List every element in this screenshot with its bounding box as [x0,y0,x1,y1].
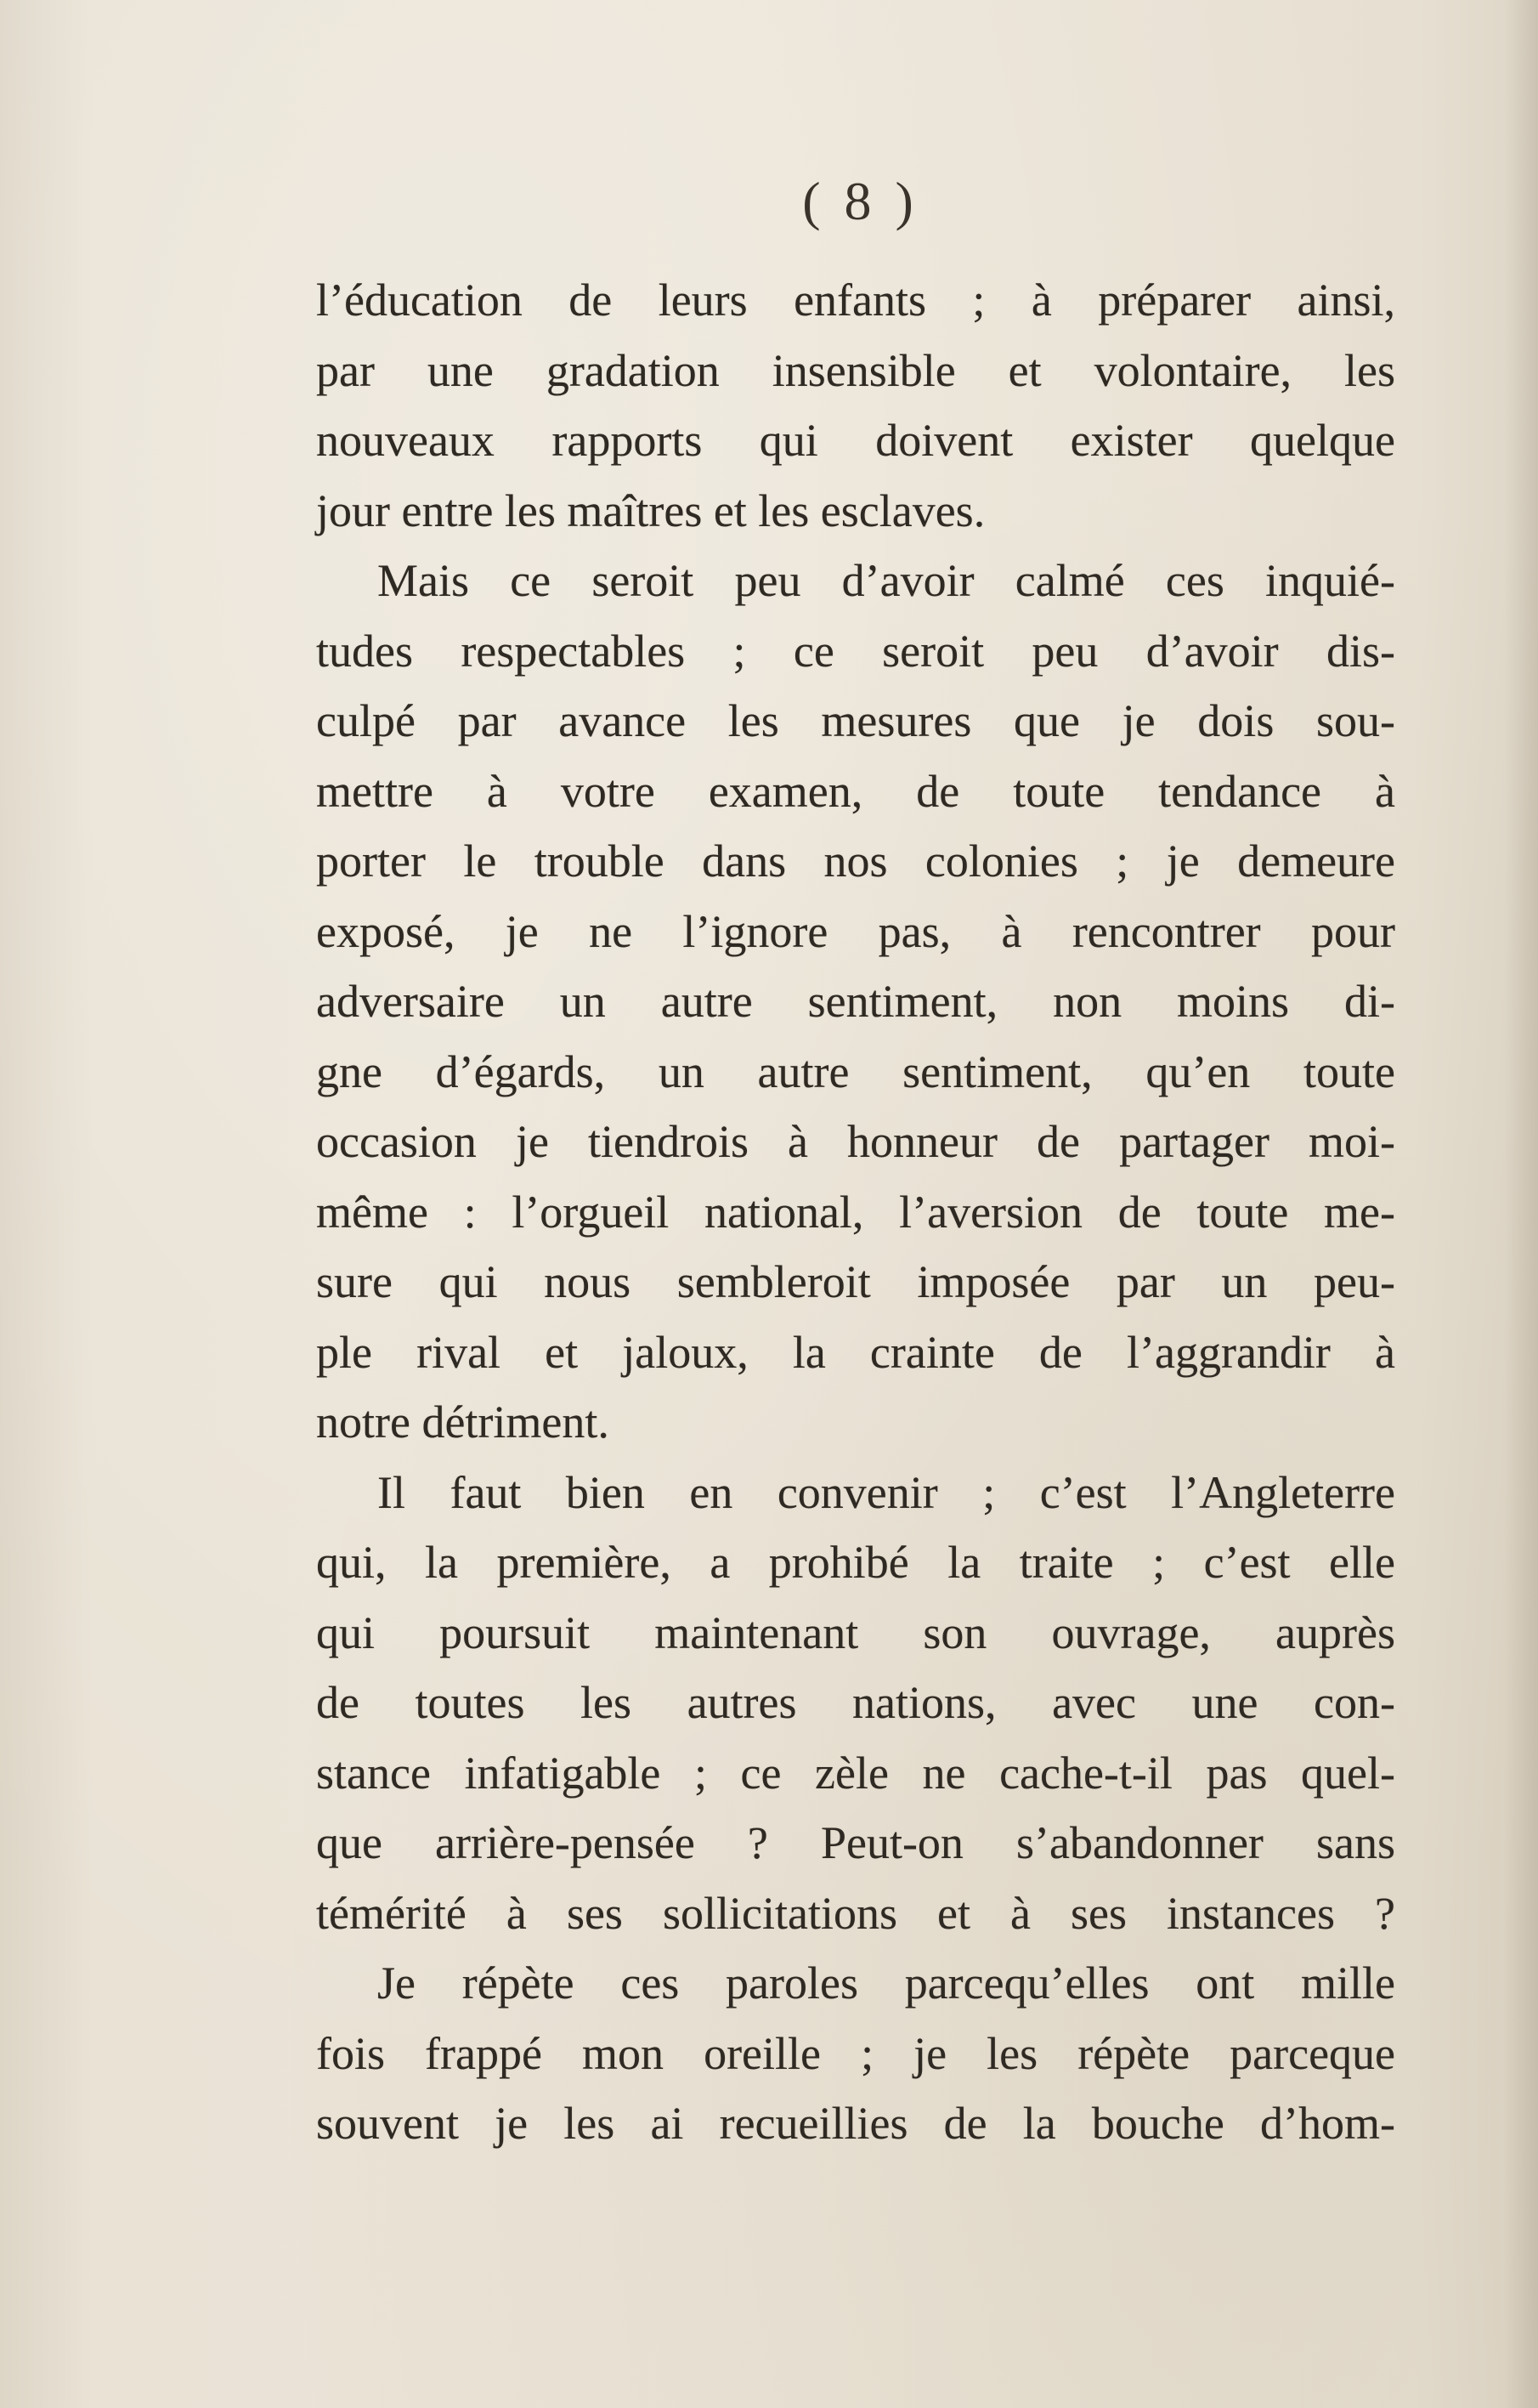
text-line: Il faut bien en convenir ; c’est l’Angleterre [377,1466,1395,1518]
text-line: occasion je tiendrois à honneur de partager moi- [316,1116,1395,1167]
text-line: porter le trouble dans nos colonies ; je demeure [316,836,1395,887]
text-line: que arrière-pensée ? Peut-on s’abandonner sans [316,1817,1395,1868]
text-line: culpé par avance les mesures que je dois sou- [316,695,1395,746]
text-line: qui poursuit maintenant son ouvrage, auprès [316,1606,1395,1658]
text-line: tudes respectables ; ce seroit peu d’avoir dis- [316,625,1395,677]
text-line: ple rival et jaloux, la crainte de l’aggrandir à [316,1326,1395,1378]
text-line: même : l’orgueil national, l’aversion de toute me- [316,1186,1395,1238]
text-line: notre détriment. [316,1397,609,1448]
text-line: témérité à ses sollicitations et à ses instances ? [316,1887,1395,1939]
text-line: adversaire un autre sentiment, non moins di- [316,976,1395,1027]
text-line: exposé, je ne l’ignore pas, à rencontrer pour [316,905,1395,957]
text-line: par une gradation insensible et volontaire, les [316,344,1395,396]
text-line: stance infatigable ; ce zèle ne cache-t-il pas quel- [316,1747,1395,1799]
text-line: Je répète ces paroles parcequ’elles ont mille [377,1958,1395,2009]
text-line: l’éducation de leurs enfants ; à préparer ainsi, [316,275,1395,326]
text-line: sure qui nous sembleroit imposée par un peu- [316,1256,1395,1307]
text-line: jour entre les maîtres et les esclaves. [316,484,986,536]
text-line: souvent je les ai recueillies de la bouche d’hom- [316,2098,1395,2149]
text-line: nouveaux rapports qui doivent exister quelque [316,415,1395,466]
text-line: de toutes les autres nations, avec une con- [316,1677,1395,1728]
text-line: Mais ce seroit peu d’avoir calmé ces inquié- [377,555,1395,606]
text-line: gne d’égards, un autre sentiment, qu’en toute [316,1045,1395,1097]
page-edge-shadow [1504,0,1538,2408]
body-text [316,265,1395,2159]
text-line: qui, la première, a prohibé la traite ; c’est elle [316,1537,1395,1588]
page-number: ( 8 ) [802,171,919,231]
text-line: mettre à votre examen, de toute tendance à [316,765,1395,817]
text-line: fois frappé mon oreille ; je les répète parceque [316,2027,1395,2079]
